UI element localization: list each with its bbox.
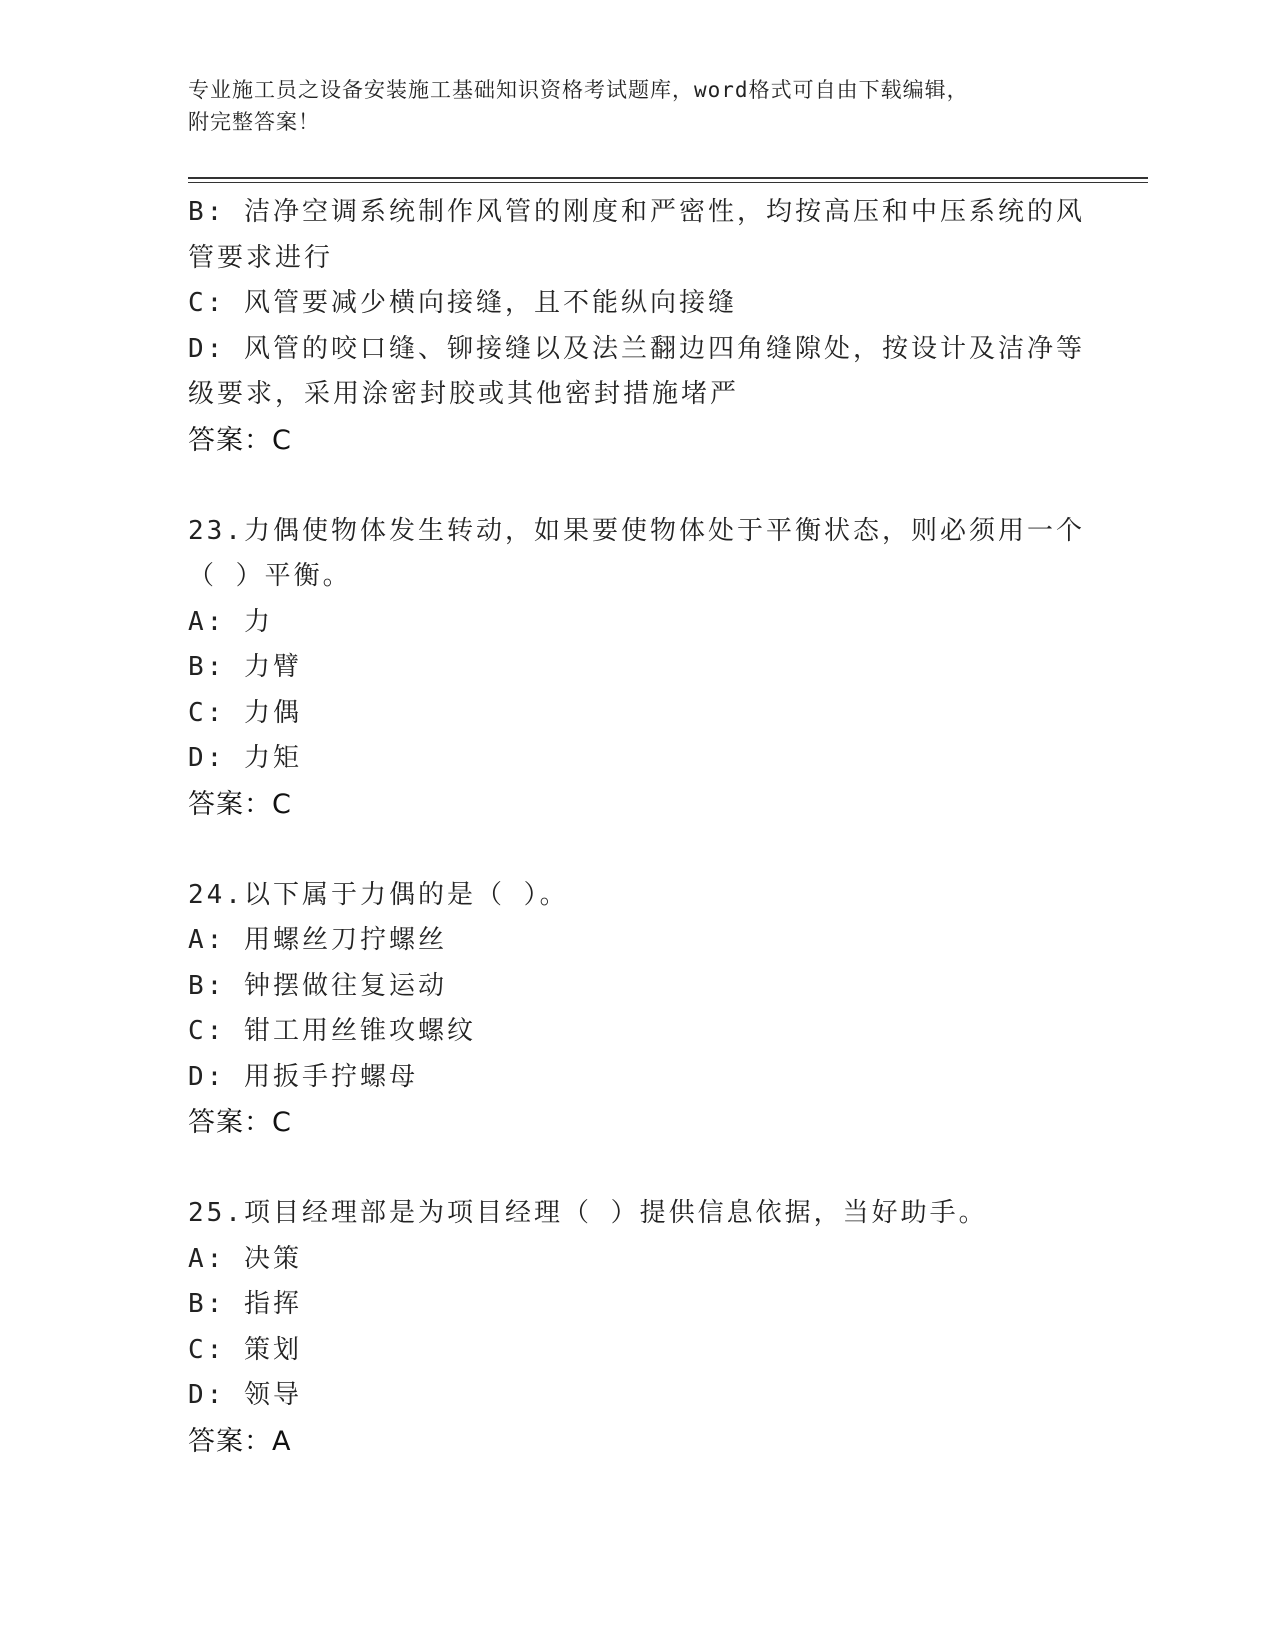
option-d: D: 领导: [188, 1380, 302, 1410]
question-stem: 23.力偶使物体发生转动，如果要使物体处于平衡状态，则必须用一个: [188, 515, 1085, 546]
option-b: B: 钟摆做往复运动: [188, 970, 447, 1001]
option-c: C: 钳工用丝锥攻螺纹: [188, 1016, 476, 1046]
spacer: [188, 463, 1088, 509]
option-b-continued: 管要求进行: [188, 242, 334, 273]
option-c: C: 策划: [188, 1334, 302, 1365]
header-divider-thick: [188, 177, 1148, 179]
answer-line: 答案：C: [188, 424, 292, 456]
question-25: [188, 1191, 1088, 1464]
question-list: [188, 190, 1088, 1464]
header-line-1: 专业施工员之设备安装施工基础知识资格考试题库，word格式可自由下载编辑，: [188, 78, 969, 102]
option-a: A: 决策: [188, 1243, 302, 1274]
option-a: A: 力: [188, 606, 273, 637]
spacer: [188, 1146, 1088, 1192]
header-divider-thin: [188, 182, 1148, 183]
option-d: D: 力矩: [188, 743, 302, 773]
option-d-continued: 级要求，采用涂密封胶或其他密封措施堵严: [188, 379, 740, 409]
answer-line: 答案：C: [188, 1107, 292, 1138]
option-b: B: 洁净空调系统制作风管的刚度和严密性，均按高压和中压系统的风: [188, 197, 1085, 227]
question-23: [188, 509, 1088, 828]
spacer: [188, 827, 1088, 873]
option-a: A: 用螺丝刀拧螺丝: [188, 925, 447, 955]
question-stem: 24.以下属于力偶的是（ ）。: [188, 879, 569, 910]
header-line-2: 附完整答案！: [188, 110, 320, 134]
question-22-continued: [188, 190, 1088, 463]
answer-line: 答案：A: [188, 1425, 292, 1457]
question-stem-continued: （ ）平衡。: [188, 561, 352, 591]
page-header: [188, 74, 1088, 138]
option-c: C: 风管要减少横向接缝，且不能纵向接缝: [188, 288, 737, 318]
option-b: B: 力臂: [188, 652, 302, 682]
answer-line: 答案：C: [188, 788, 292, 820]
option-b: B: 指挥: [188, 1289, 302, 1319]
option-c: C: 力偶: [188, 697, 302, 728]
option-d: D: 用扳手拧螺母: [188, 1061, 418, 1092]
question-stem: 25.项目经理部是为项目经理（ ）提供信息依据，当好助手。: [188, 1198, 988, 1228]
option-d: D: 风管的咬口缝、铆接缝以及法兰翻边四角缝隙处，按设计及洁净等: [188, 333, 1085, 364]
question-24: [188, 873, 1088, 1146]
